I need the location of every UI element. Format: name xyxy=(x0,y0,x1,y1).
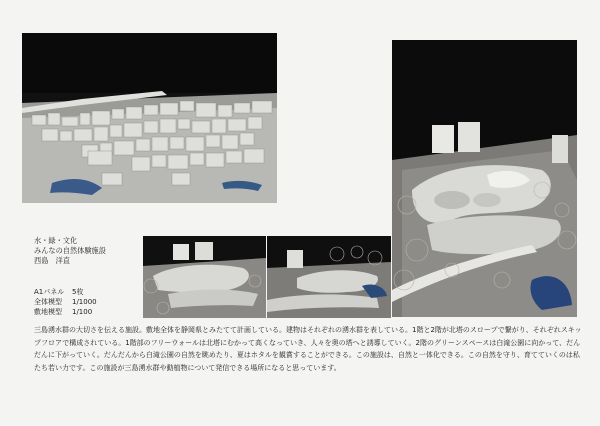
spec-value: 1/1000 xyxy=(72,298,97,306)
site-model-photo xyxy=(22,33,277,203)
project-description: 三島湧水群の大切さを伝える施設。敷地全体を静岡県とみたてて計画している。建物はそれぞれの湧水群を表している。1階と2階が北塔のスロープで繋がり、それぞれスキップフロアで構成されている。1階部のフリーウォールは北塔にむかって高くなっていき、人々を奥の塔へと誘導していく。2階のグリーンスペースは白滝公園に向かって、だんだんに下がっていく。だんだんから白滝公園の自然を眺めたり、夏はホタルを観賞することができる。この施設は、自然と一体化できる。この自然を守り、育てていくのは私たち若い力です。この施設が三島湧水群や動植物について発信できる場所になると思っています。 xyxy=(34,326,582,372)
model-detail-photo-2 xyxy=(267,236,391,318)
spec-value: 1/100 xyxy=(72,308,93,316)
spec-label: 敷地模型 xyxy=(34,308,62,316)
project-name: みんなの自然体験施設 xyxy=(34,246,106,255)
theme-text: 水・緑・文化 xyxy=(34,236,78,245)
spec-list xyxy=(34,287,142,317)
spec-row xyxy=(34,307,142,317)
spec-value: 5枚 xyxy=(72,288,84,296)
model-detail-photo-1 xyxy=(143,236,266,318)
spec-row xyxy=(34,297,142,307)
spec-label: 全体模型 xyxy=(34,298,62,306)
main-model-photo xyxy=(392,40,577,317)
spec-row xyxy=(34,287,142,297)
author-name: 西島 洋直 xyxy=(34,256,70,265)
title-block xyxy=(34,236,142,266)
spec-label: A1パネル xyxy=(34,288,65,296)
